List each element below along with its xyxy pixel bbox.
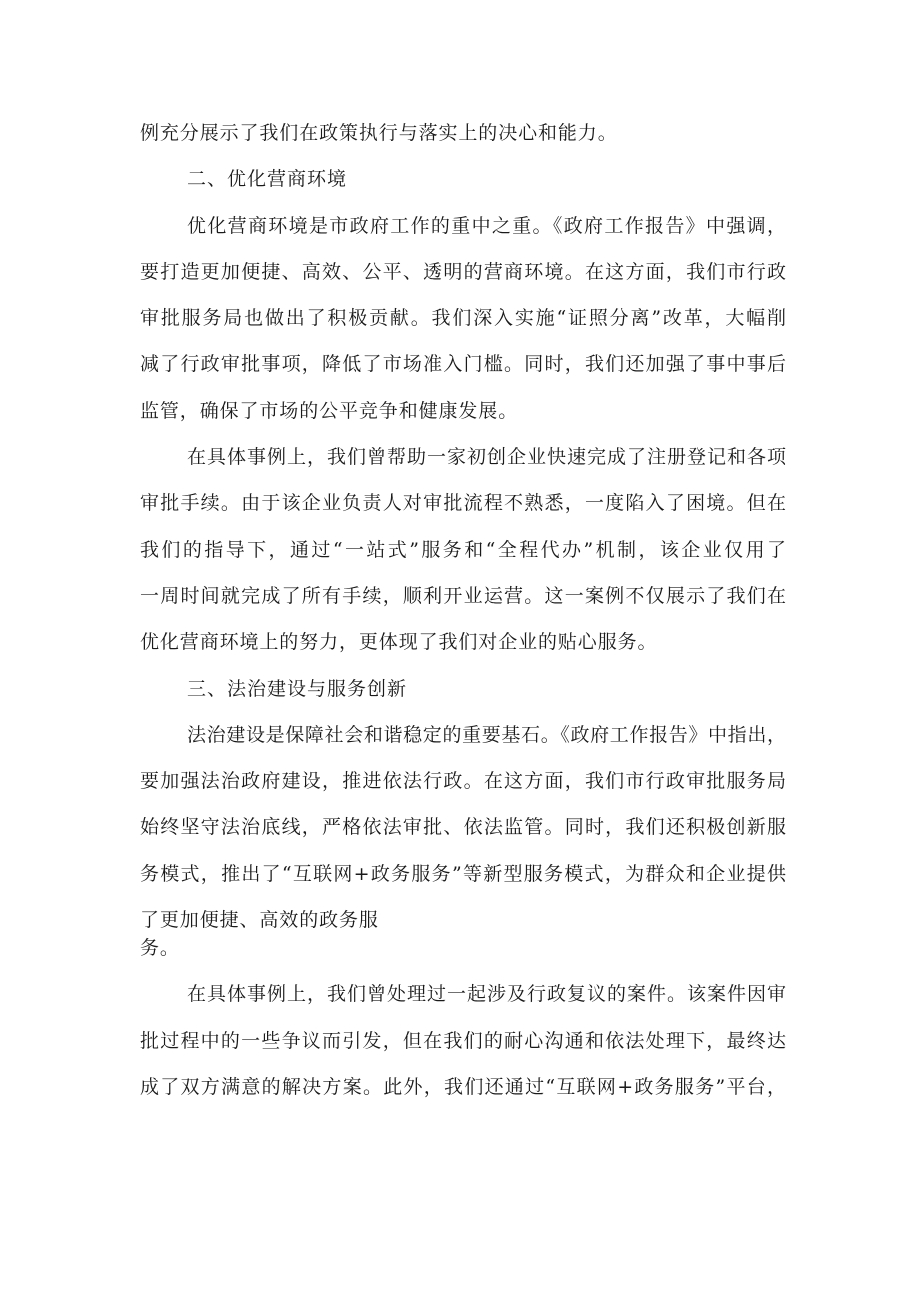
text-line: 优化营商环境上的努力，更体现了我们对企业的贴心服务。 bbox=[140, 631, 658, 654]
section-heading: 二、优化营商环境 bbox=[187, 168, 348, 191]
text-line: 审批手续。由于该企业负责人对审批流程不熟悉，一度陷入了困境。但在 bbox=[140, 492, 786, 515]
text-line: 一周时间就完成了所有手续，顺利开业运营。这一案例不仅展示了我们在 bbox=[140, 584, 786, 607]
text-line: 在具体事例上，我们曾帮助一家初创企业快速完成了注册登记和各项 bbox=[187, 446, 786, 469]
text-line: 要打造更加便捷、高效、公平、透明的营商环境。在这方面，我们市行政 bbox=[140, 260, 786, 283]
text-line: 始终坚守法治底线，严格依法审批、依法监管。同时，我们还积极创新服 bbox=[140, 816, 786, 839]
text-line: 务模式，推出了“互联网+政务服务”等新型服务模式，为群众和企业提供 bbox=[140, 862, 786, 885]
text-line: 法治建设是保障社会和谐稳定的重要基石。《政府工作报告》中指出， bbox=[187, 723, 786, 746]
text-line: 我们的指导下，通过“一站式”服务和“全程代办”机制，该企业仅用了 bbox=[140, 538, 786, 561]
text-line: 要加强法治政府建设，推进依法行政。在这方面，我们市行政审批服务局 bbox=[140, 770, 786, 793]
text-line: 在具体事例上，我们曾处理过一起涉及行政复议的案件。该案件因审 bbox=[187, 983, 786, 1006]
text-line: 优化营商环境是市政府工作的重中之重。《政府工作报告》中强调， bbox=[187, 214, 786, 237]
text-line: 了更加便捷、高效的政务服 bbox=[140, 909, 379, 932]
document-body bbox=[140, 122, 786, 1122]
text-line: 成了双方满意的解决方案。此外，我们还通过“互联网+政务服务”平台， bbox=[140, 1075, 786, 1098]
text-line: 批过程中的一些争议而引发，但在我们的耐心沟通和依法处理下，最终达 bbox=[140, 1029, 786, 1052]
text-line: 务。 bbox=[140, 937, 180, 960]
text-line: 例充分展示了我们在政策执行与落实上的决心和能力。 bbox=[140, 122, 618, 144]
text-line: 减了行政审批事项，降低了市场准入门槛。同时，我们还加强了事中事后 bbox=[140, 353, 786, 376]
section-heading: 三、法治建设与服务创新 bbox=[187, 677, 408, 700]
text-line: 审批服务局也做出了积极贡献。我们深入实施“证照分离”改革，大幅削 bbox=[140, 307, 786, 330]
text-line: 监管，确保了市场的公平竞争和健康发展。 bbox=[140, 399, 519, 422]
